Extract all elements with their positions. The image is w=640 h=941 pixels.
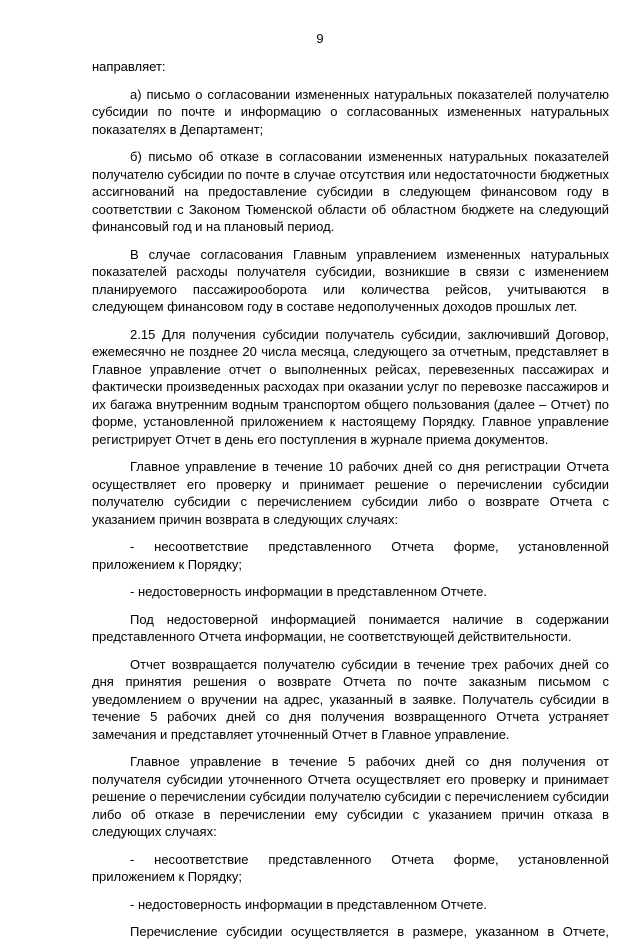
paragraph-transfer: Перечисление субсидии осуществляется в размере, указанном в Отчете, [130,924,609,939]
paragraph-item-a: а) письмо о согласовании измененных натуральных показателей получателю субсидии по почте и информацию о согласованных измененных натуральных показателях в Департамент; [92,86,609,137]
list-item-form-mismatch-2: - несоответствие представленного Отчета форме, установленной приложением к Порядку; [92,851,609,884]
list-item-unreliable-info-2: - недостоверность информации в представленном Отчете. [130,896,487,912]
paragraph-section-2-15: 2.15 Для получения субсидии получатель субсидии, заключивший Договор, ежемесячно не позднее 20 числа месяца, следующего за отчетным, представляет в Главное управление отчет о выполненных рейсах, перевезенных пассажирах и фактически произведенных расходах при оказании услуг по перевозке пассажиров и их багажа внутренним водным транспортом общего пользования (далее – Отчет) по форме, установленной приложением к настоящему Порядку. Главное управление регистрирует Отчет в день его поступления в журнале приема документов. [92,326,609,447]
page-number: 9 [316,31,324,46]
document-body [92,58,609,941]
paragraph-verification: Главное управление в течение 10 рабочих дней со дня регистрации Отчета осуществляет его проверку и принимает решение о перечислении субсидии получателю субсидии с перечислением субсидии либо о возврате Отчета с указанием причин возврата в следующих случаях: [92,459,609,527]
list-item-form-mismatch: - несоответствие представленного Отчета форме, установленной приложением к Порядку; [92,539,609,572]
paragraph-approval-case: В случае согласования Главным управлением измененных натуральных показателей расходы получателя субсидии, возникшие в связи с изменением планируемого пассажирооборота или количества рейсов, учитываются в следующем финансовом году в составе недополученных доходов прошлых лет. [92,246,609,314]
paragraph-report-return: Отчет возвращается получателю субсидии в течение трех рабочих дней со дня принятия решения о возврате Отчета по почте заказным письмом с уведомлением о вручении на адрес, указанный в заявке. Получатель субсидии в течение 5 рабочих дней со дня получения возвращенного Отчета устраняет замечания и представляет уточненный Отчет в Главное управление. [92,656,609,742]
list-item-unreliable-info: - недостоверность информации в представленном Отчете. [130,584,487,599]
paragraph-intro: направляет: [92,59,166,74]
paragraph-unreliable-definition: Под недостоверной информацией понимается наличие в содержании представленного Отчета информации, не соответствующей действительности. [92,611,609,644]
paragraph-revised-verification: Главное управление в течение 5 рабочих дней со дня получения от получателя субсидии уточненного Отчета осуществляет его проверку и принимает решение о перечислении субсидии получателю субсидии с перечислением субсидии либо об отказе в перечислении ему субсидии с указанием причин отказа в следующих случаях: [92,754,609,839]
paragraph-item-b: б) письмо об отказе в согласовании измененных натуральных показателей получателю субсидии по почте в случае отсутствия или недостаточности бюджетных ассигнований на предоставление субсидии в следующем финансовом году в соответствии с Законом Тюменской области об областном бюджете на следующий финансовый год и на плановый период. [92,149,609,234]
